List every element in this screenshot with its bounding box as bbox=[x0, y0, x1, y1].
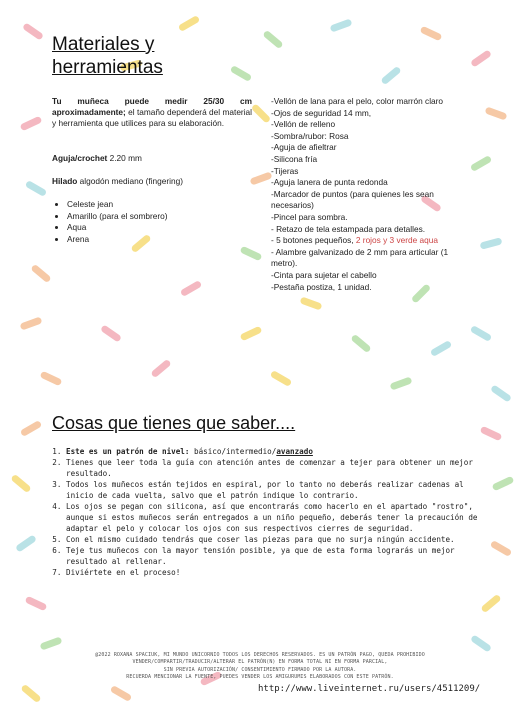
doll-size-rest: el tamaño dependerá del material y herramienta que utilices para su elaboración. bbox=[52, 107, 252, 129]
sprinkle bbox=[470, 634, 492, 652]
tools-list bbox=[271, 96, 476, 293]
yarn-line bbox=[52, 176, 183, 187]
sprinkle bbox=[110, 685, 133, 702]
list-item: -Marcador de puntos (para quienes les sean necesarios) bbox=[271, 188, 434, 211]
hook-line bbox=[52, 153, 142, 164]
yarn-value: algodón mediano (fingering) bbox=[77, 176, 183, 186]
level-options: básico/intermedio/ bbox=[189, 447, 277, 456]
sprinkle bbox=[470, 325, 493, 342]
footer-line: VENDER/COMPARTIR/TRADUCIR/ALTERAR EL PATRÓN(N) EN FORMA TOTAL NI EN FORMA PARCIAL, bbox=[132, 659, 388, 666]
copyright-footer bbox=[40, 652, 480, 682]
sprinkle bbox=[180, 280, 203, 297]
footer-line: SIN PREVIA AUTORIZACIÓN/ CONSENTIMIENTO FIRMADO POR LA AUTORA. bbox=[163, 666, 357, 673]
doll-size-text bbox=[52, 96, 252, 130]
sprinkle bbox=[270, 370, 293, 387]
yarn-colors-list bbox=[52, 199, 168, 245]
source-url-watermark: http://www.liveinternet.ru/users/4511209/ bbox=[258, 684, 481, 694]
sprinkle bbox=[150, 359, 171, 379]
sprinkle bbox=[480, 594, 501, 614]
sprinkle bbox=[39, 636, 62, 650]
sprinkle bbox=[479, 237, 502, 249]
list-item: -Tijeras bbox=[271, 165, 299, 176]
buttons-colors: 2 rojos y 3 verde aqua bbox=[355, 235, 438, 246]
hook-label: Aguja/crochet bbox=[52, 153, 108, 163]
know-title: Cosas que tienes que saber.... bbox=[52, 413, 296, 433]
sprinkle bbox=[100, 324, 122, 342]
list-item: -Vellón de relleno bbox=[271, 119, 336, 130]
materials-title bbox=[52, 33, 163, 79]
list-item: - Alambre galvanizado de 2 mm para articular (1 metro). bbox=[271, 246, 449, 269]
sprinkle bbox=[490, 384, 512, 402]
sprinkle bbox=[480, 426, 503, 442]
materials-title-line2: herramientas bbox=[52, 57, 163, 78]
list-item: • Aqua bbox=[67, 222, 168, 234]
list-item: • Amarillo (para el sombrero) bbox=[67, 211, 168, 223]
sprinkle bbox=[20, 420, 43, 437]
level-advanced: avanzado bbox=[276, 447, 313, 456]
footer-line: RECUERDA MENCIONAR LA FUENTE, PUEDES VENDER LOS AMIGURUMIS ELABORADOS CON ESTE PATRÓN. bbox=[126, 674, 394, 681]
list-item: -Sombra/rubor: Rosa bbox=[271, 130, 349, 141]
sprinkle bbox=[25, 596, 48, 612]
sprinkle bbox=[240, 326, 263, 342]
list-item: 5. Con el mismo cuidado tendrás que coser las piezas para que no surja ningún accidente. bbox=[66, 534, 478, 545]
sprinkle bbox=[20, 684, 41, 703]
list-item: -Aguja lanera de punta redonda bbox=[271, 177, 388, 188]
list-item: -Cinta para sujetar el cabello bbox=[271, 269, 377, 280]
sprinkle bbox=[420, 26, 443, 42]
sprinkle bbox=[20, 116, 43, 132]
doll-size-bold: Tu muñeca puede medir 25/30 cm aproximadamente; bbox=[52, 96, 252, 118]
list-item: -Pincel para sombra. bbox=[271, 211, 348, 222]
buttons-prefix: - 5 botones pequeños, bbox=[271, 235, 356, 246]
sprinkle bbox=[470, 49, 492, 67]
list-item: 2. Tienes que leer toda la guía con atención antes de comenzar a tejer para obtener un mejor resultado. bbox=[66, 457, 478, 479]
sprinkle bbox=[389, 376, 412, 390]
list-item bbox=[66, 446, 478, 457]
sprinkle bbox=[490, 540, 513, 557]
list-item: 3. Todos los muñecos están tejidos en espiral, por lo tanto no deberás realizar cadenas al inicio de cada vuelta, salvo que el patrón indique lo contrario. bbox=[66, 479, 478, 501]
list-item: -Vellón de lana para el pelo, color marrón claro bbox=[271, 96, 444, 106]
sprinkle bbox=[25, 180, 48, 197]
sprinkle bbox=[30, 264, 51, 284]
sprinkle bbox=[262, 30, 283, 50]
list-item-buttons bbox=[271, 235, 476, 247]
materials-title-line1: Materiales y bbox=[52, 34, 155, 55]
sprinkle bbox=[22, 22, 44, 40]
sprinkle bbox=[380, 66, 401, 86]
sprinkle bbox=[492, 476, 514, 492]
level-label: Este es un patrón de nivel: bbox=[66, 447, 190, 456]
sprinkle bbox=[19, 316, 42, 330]
list-item: 6. Teje tus muñecos con la mayor tensión posible, ya que de esta forma lograrás un mejor resultado al rellenar. bbox=[66, 545, 478, 567]
sprinkle bbox=[251, 103, 272, 124]
list-item: 7. Diviértete en el proceso! bbox=[66, 567, 478, 578]
hook-value: 2.20 mm bbox=[107, 153, 142, 163]
sprinkle bbox=[15, 534, 37, 552]
sprinkle bbox=[178, 15, 201, 32]
footer-line: @2022 ROXANA SPACIUK, MI MUNDO UNICORNIO TODOS LOS DERECHOS RESERVADOS. ES UN PATRÓN PAGO, QUEDA PROHIBIDO bbox=[95, 652, 425, 658]
sprinkle bbox=[299, 296, 322, 310]
sprinkle bbox=[230, 65, 253, 82]
list-item: - Retazo de tela estampada para detalles. bbox=[271, 223, 426, 234]
tips-list bbox=[52, 446, 478, 578]
list-item: • Arena bbox=[67, 234, 168, 246]
sprinkle bbox=[10, 474, 31, 494]
list-item: 4. Los ojos se pegan con silicona, así que encontrarás como hacerlo en el apartado "rostro", aunque si estos muñecos serán entregados a un niño pequeño, deberás tener la precaución de adaptar el pelo y colocar los ojos con sus respectivos cierres de seguridad. bbox=[66, 501, 478, 534]
list-item: • Celeste jean bbox=[67, 199, 168, 211]
sprinkle bbox=[484, 106, 507, 120]
sprinkle bbox=[240, 246, 263, 262]
sprinkle bbox=[40, 371, 63, 387]
list-item: -Ojos de seguridad 14 mm, bbox=[271, 107, 372, 118]
list-item: -Silicona fría bbox=[271, 153, 318, 164]
list-item: -Aguja de afieltrar bbox=[271, 142, 337, 153]
sprinkle bbox=[249, 171, 272, 185]
sprinkle bbox=[430, 340, 453, 357]
sprinkle bbox=[329, 18, 352, 32]
yarn-label: Hilado bbox=[52, 176, 78, 186]
list-item: -Pestaña postiza, 1 unidad. bbox=[271, 281, 372, 292]
sprinkle bbox=[350, 334, 371, 354]
